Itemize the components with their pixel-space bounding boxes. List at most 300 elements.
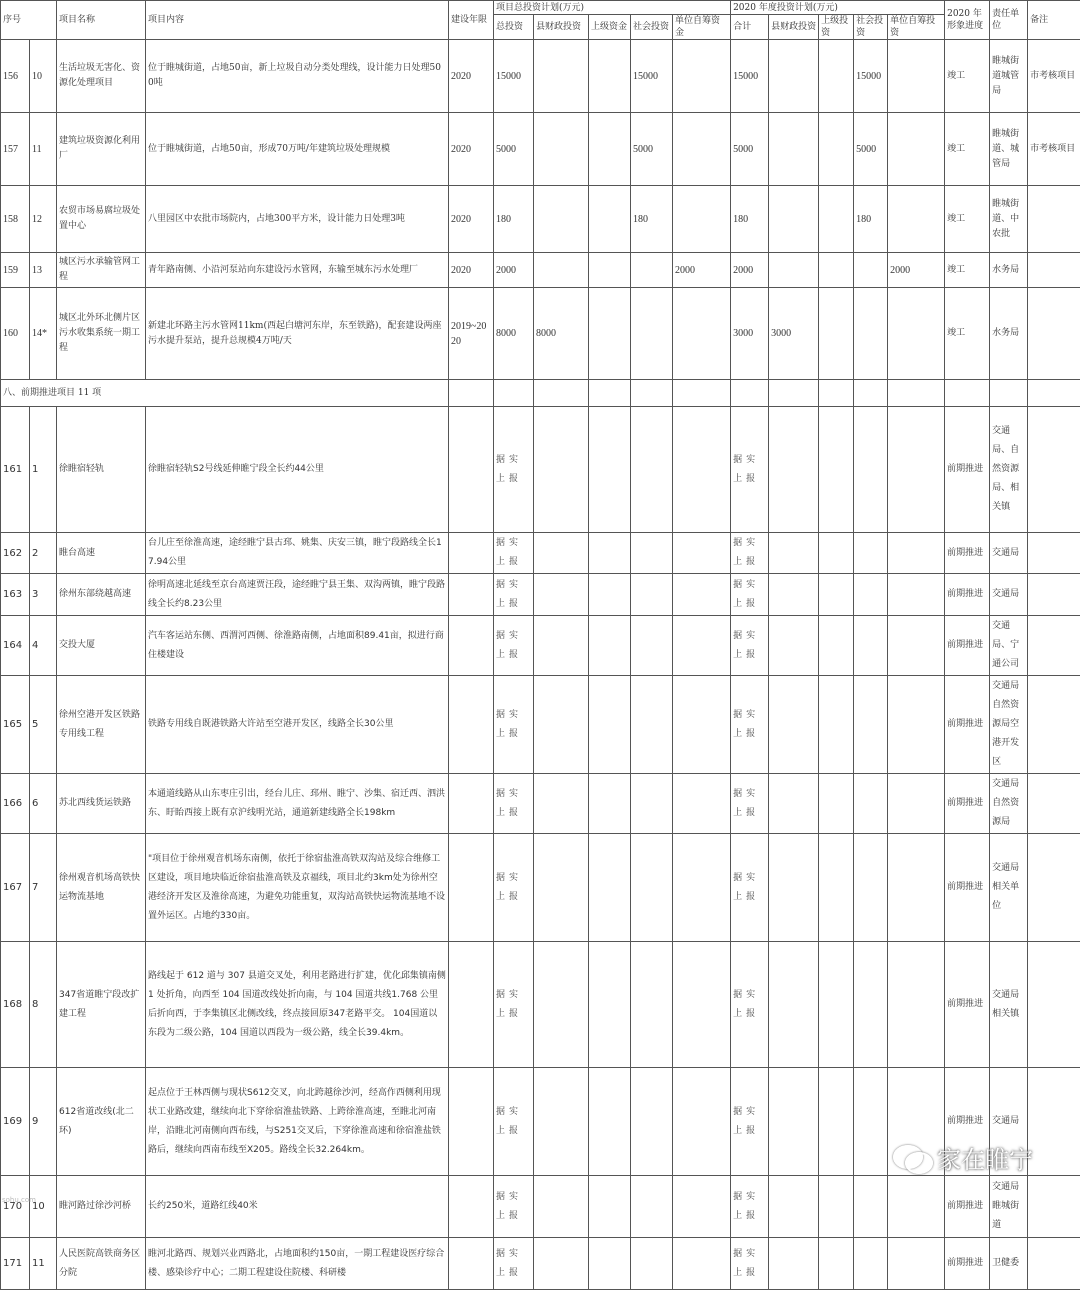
row-number: 171: [1, 1238, 30, 1290]
progress-status: 竣工: [945, 113, 990, 186]
year-total: 据实上报: [731, 942, 769, 1068]
year-total: 3000: [731, 288, 769, 380]
total-investment: 据实上报: [494, 1176, 534, 1238]
empty-cell: [589, 380, 631, 407]
empty-cell: [888, 1238, 945, 1290]
empty-cell: [673, 616, 731, 676]
project-content: 徐睢宿轻轨S2号线延伸睢宁段全长约44公里: [146, 407, 449, 533]
empty-cell: [769, 774, 819, 834]
total-investment: 180: [494, 186, 534, 253]
project-name: 睢台高速: [57, 533, 146, 574]
project-name: 徐州东部绕越高速: [57, 574, 146, 616]
empty-cell: [673, 834, 731, 942]
responsible-unit: 交通局自然资源局: [990, 774, 1028, 834]
empty-cell: [819, 616, 854, 676]
empty-cell: [631, 574, 673, 616]
sub-number: 13: [30, 253, 57, 288]
header-year-social: 社会投资: [854, 15, 888, 40]
project-name: 城区污水承输管网工程: [57, 253, 146, 288]
remark: [1028, 676, 1080, 774]
row-number: 157: [1, 113, 30, 186]
year-upper: [819, 186, 854, 253]
progress-status: 前期推进: [945, 1176, 990, 1238]
empty-cell: [534, 1068, 589, 1176]
remark: 市考核项目: [1028, 113, 1080, 186]
table-row: [1, 616, 1080, 676]
empty-cell: [631, 774, 673, 834]
remark: [1028, 616, 1080, 676]
empty-cell: [534, 380, 589, 407]
year-county: [769, 253, 819, 288]
empty-cell: [589, 574, 631, 616]
progress-status: 前期推进: [945, 1068, 990, 1176]
county-investment: [534, 186, 589, 253]
responsible-unit: 交通局: [990, 1068, 1028, 1176]
project-name: 徐睢宿轻轨: [57, 407, 146, 533]
sub-number: 9: [30, 1068, 57, 1176]
year-total: 2000: [731, 253, 769, 288]
year-social: 15000: [854, 40, 888, 113]
empty-cell: [769, 407, 819, 533]
table-row: [1, 113, 1080, 186]
year-self: [888, 113, 945, 186]
total-investment: 据实上报: [494, 616, 534, 676]
empty-cell: [819, 1238, 854, 1290]
empty-cell: [854, 533, 888, 574]
remark: 市考核项目: [1028, 40, 1080, 113]
header-row-1: [1, 1, 1080, 15]
project-name: 徐州空港开发区铁路专用线工程: [57, 676, 146, 774]
total-investment: 据实上报: [494, 834, 534, 942]
responsible-unit: 睢城街道、中农批: [990, 186, 1028, 253]
empty-cell: [589, 533, 631, 574]
total-investment: 据实上报: [494, 676, 534, 774]
total-investment: 据实上报: [494, 574, 534, 616]
empty-cell: [631, 676, 673, 774]
project-content: 徐明高速北延线至京台高速贾汪段，途经睢宁县王集、双沟两镇，睢宁段路线全长约8.23公里: [146, 574, 449, 616]
remark: [1028, 574, 1080, 616]
county-investment: [534, 113, 589, 186]
row-number: 161: [1, 407, 30, 533]
build-period: [449, 1068, 494, 1176]
build-period: 2020: [449, 186, 494, 253]
empty-cell: [631, 942, 673, 1068]
sub-number: 1: [30, 407, 57, 533]
year-social: 180: [854, 186, 888, 253]
empty-cell: [990, 380, 1028, 407]
table-row: [1, 186, 1080, 253]
row-number: 163: [1, 574, 30, 616]
empty-cell: [819, 942, 854, 1068]
sub-number: 12: [30, 186, 57, 253]
build-period: [449, 533, 494, 574]
project-content: 位于睢城街道，占地50亩，新上垃圾自动分类处理线，设计能力日处理500吨: [146, 40, 449, 113]
year-self: [888, 186, 945, 253]
header-total: 总投资: [494, 15, 534, 40]
remark: [1028, 834, 1080, 942]
empty-cell: [945, 380, 990, 407]
table-row: [1, 774, 1080, 834]
responsible-unit: 交通局、宁通公司: [990, 616, 1028, 676]
sub-number: 5: [30, 676, 57, 774]
header-year-plan: 2020 年度投资计划(万元): [731, 1, 945, 15]
empty-cell: [673, 676, 731, 774]
empty-cell: [631, 616, 673, 676]
empty-cell: [769, 834, 819, 942]
year-county: [769, 113, 819, 186]
progress-status: 前期推进: [945, 533, 990, 574]
row-number: 158: [1, 186, 30, 253]
build-period: [449, 616, 494, 676]
table-row: [1, 407, 1080, 533]
empty-cell: [854, 676, 888, 774]
responsible-unit: 交通局: [990, 574, 1028, 616]
responsible-unit: 交通局、自然资源局、相关镇: [990, 407, 1028, 533]
year-self: [888, 288, 945, 380]
project-content: 铁路专用线自既港铁路大许站至空港开发区，线路全长30公里: [146, 676, 449, 774]
social-investment: 180: [631, 186, 673, 253]
total-investment: 8000: [494, 288, 534, 380]
year-upper: [819, 40, 854, 113]
project-name: 农贸市场易腐垃圾处置中心: [57, 186, 146, 253]
empty-cell: [888, 774, 945, 834]
year-total: 15000: [731, 40, 769, 113]
build-period: [449, 676, 494, 774]
empty-cell: [888, 407, 945, 533]
progress-status: 前期推进: [945, 616, 990, 676]
empty-cell: [631, 407, 673, 533]
header-note: 备注: [1028, 1, 1080, 40]
total-investment: 据实上报: [494, 1238, 534, 1290]
empty-cell: [534, 533, 589, 574]
build-period: [449, 834, 494, 942]
upper-funds: [589, 288, 631, 380]
social-investment: [631, 253, 673, 288]
header-seq: 序号: [1, 1, 57, 40]
progress-status: 前期推进: [945, 774, 990, 834]
header-year-county: 县财政投资: [769, 15, 819, 40]
empty-cell: [589, 676, 631, 774]
total-investment: 据实上报: [494, 774, 534, 834]
year-upper: [819, 113, 854, 186]
total-investment: 据实上报: [494, 942, 534, 1068]
build-period: [449, 1238, 494, 1290]
project-content: 路线起于 612 道与 307 县道交叉处，利用老路进行扩建，优化邱集镇南侧 1 处折角，向西至 104 国道改线处折向南，与 104 国道共线1.768 公里后折向西，于李集镇区北侧改线，终点接回原347老路平交。 104国道以东段为二级公路，104 国道以西段为一级公路，线全长39.4km。: [146, 942, 449, 1068]
progress-status: 竣工: [945, 288, 990, 380]
empty-cell: [819, 407, 854, 533]
empty-cell: [534, 774, 589, 834]
table-row: [1, 942, 1080, 1068]
row-number: 167: [1, 834, 30, 942]
project-name: 徐州观音机场高铁快运物流基地: [57, 834, 146, 942]
empty-cell: [631, 533, 673, 574]
year-total: 据实上报: [731, 1238, 769, 1290]
empty-cell: [631, 834, 673, 942]
header-progress: 2020 年 形象进度: [945, 1, 990, 40]
remark: [1028, 253, 1080, 288]
project-content: 台儿庄至徐淮高速，途经睢宁县古邳、姚集、庆安三镇，睢宁段路线全长17.94公里: [146, 533, 449, 574]
year-total: 据实上报: [731, 616, 769, 676]
empty-cell: [854, 380, 888, 407]
empty-cell: [769, 533, 819, 574]
year-social: [854, 288, 888, 380]
self-raised: [673, 288, 731, 380]
row-number: 162: [1, 533, 30, 574]
empty-cell: [888, 676, 945, 774]
sub-number: 2: [30, 533, 57, 574]
header-total-plan: 项目总投资计划(万元): [494, 1, 731, 15]
build-period: [449, 774, 494, 834]
empty-cell: [854, 774, 888, 834]
project-content: 长约250米，道路红线40米: [146, 1176, 449, 1238]
empty-cell: [589, 834, 631, 942]
empty-cell: [819, 834, 854, 942]
empty-cell: [494, 380, 534, 407]
self-raised: [673, 40, 731, 113]
empty-cell: [819, 1068, 854, 1176]
empty-cell: [534, 1238, 589, 1290]
empty-cell: [888, 533, 945, 574]
empty-cell: [589, 942, 631, 1068]
remark: [1028, 774, 1080, 834]
sub-number: 4: [30, 616, 57, 676]
self-raised: [673, 113, 731, 186]
project-name: 生活垃圾无害化、资源化处理项目: [57, 40, 146, 113]
year-total: 据实上报: [731, 533, 769, 574]
empty-cell: [854, 1238, 888, 1290]
empty-cell: [589, 774, 631, 834]
upper-funds: [589, 253, 631, 288]
county-investment: [534, 253, 589, 288]
project-content: 汽车客运站东侧、西渭河西侧、徐淮路南侧，占地面积89.41亩，拟进行商住楼建设: [146, 616, 449, 676]
project-name: 睢河路过徐沙河桥: [57, 1176, 146, 1238]
total-investment: 15000: [494, 40, 534, 113]
empty-cell: [888, 616, 945, 676]
year-total: 据实上报: [731, 407, 769, 533]
upper-funds: [589, 186, 631, 253]
sub-number: 11: [30, 1238, 57, 1290]
empty-cell: [888, 834, 945, 942]
empty-cell: [819, 774, 854, 834]
table-row: [1, 253, 1080, 288]
empty-cell: [589, 407, 631, 533]
row-number: 156: [1, 40, 30, 113]
section-header-row: [1, 380, 1080, 407]
responsible-unit: 水务局: [990, 253, 1028, 288]
empty-cell: [673, 942, 731, 1068]
empty-cell: [534, 616, 589, 676]
social-investment: [631, 288, 673, 380]
empty-cell: [854, 574, 888, 616]
empty-cell: [673, 1068, 731, 1176]
responsible-unit: 交通局自然资源局空港开发区: [990, 676, 1028, 774]
project-content: 本通道线路从山东枣庄引出，经台儿庄、邳州、睢宁、沙集、宿迁西、泗洪东、盱眙西接上既有京沪线明光站，通道新建线路全长198km: [146, 774, 449, 834]
empty-cell: [673, 380, 731, 407]
responsible-unit: 睢城街道城管局: [990, 40, 1028, 113]
sub-number: 6: [30, 774, 57, 834]
progress-status: 竣工: [945, 186, 990, 253]
county-investment: 8000: [534, 288, 589, 380]
table-row: [1, 40, 1080, 113]
row-number: 164: [1, 616, 30, 676]
social-investment: 5000: [631, 113, 673, 186]
watermark-text: 家在睢宁: [937, 1140, 1033, 1175]
empty-cell: [589, 1068, 631, 1176]
sub-number: 14*: [30, 288, 57, 380]
county-investment: [534, 40, 589, 113]
project-name: 建筑垃圾资源化利用厂: [57, 113, 146, 186]
year-total: 5000: [731, 113, 769, 186]
sub-number: 3: [30, 574, 57, 616]
empty-cell: [819, 533, 854, 574]
row-number: 160: [1, 288, 30, 380]
empty-cell: [534, 676, 589, 774]
header-content: 项目内容: [146, 1, 449, 40]
project-name: 347省道睢宁段改扩建工程: [57, 942, 146, 1068]
year-total: 据实上报: [731, 834, 769, 942]
header-period: 建设年限: [449, 1, 494, 40]
sub-number: 10: [30, 40, 57, 113]
total-investment: 5000: [494, 113, 534, 186]
year-total: 据实上报: [731, 1176, 769, 1238]
progress-status: 竣工: [945, 40, 990, 113]
progress-status: 前期推进: [945, 676, 990, 774]
empty-cell: [589, 616, 631, 676]
table-row: [1, 533, 1080, 574]
header-name: 项目名称: [57, 1, 146, 40]
year-social: [854, 253, 888, 288]
empty-cell: [769, 1238, 819, 1290]
empty-cell: [769, 1068, 819, 1176]
header-social: 社会投资: [631, 15, 673, 40]
empty-cell: [673, 1238, 731, 1290]
year-total: 据实上报: [731, 574, 769, 616]
progress-status: 前期推进: [945, 1238, 990, 1290]
empty-cell: [888, 380, 945, 407]
project-content: 睢河北路西、规划兴业西路北，占地面积约150亩，一期工程建设医疗综合楼、感染诊疗中心；二期工程建设住院楼、科研楼: [146, 1238, 449, 1290]
responsible-unit: 睢城街道、城管局: [990, 113, 1028, 186]
total-investment: 据实上报: [494, 407, 534, 533]
year-total: 据实上报: [731, 774, 769, 834]
year-total: 据实上报: [731, 1068, 769, 1176]
header-upper: 上级资金: [589, 15, 631, 40]
build-period: 2020: [449, 113, 494, 186]
responsible-unit: 交通局: [990, 533, 1028, 574]
sub-number: 8: [30, 942, 57, 1068]
row-number: 169: [1, 1068, 30, 1176]
row-number: 165: [1, 676, 30, 774]
responsible-unit: 交通局相关镇: [990, 942, 1028, 1068]
empty-cell: [769, 380, 819, 407]
upper-funds: [589, 113, 631, 186]
empty-cell: [819, 574, 854, 616]
header-unit: 责任单位: [990, 1, 1028, 40]
row-number: 159: [1, 253, 30, 288]
responsible-unit: 交通局相关单位: [990, 834, 1028, 942]
project-name: 人民医院高铁商务区分院: [57, 1238, 146, 1290]
remark: [1028, 1238, 1080, 1290]
build-period: 2020: [449, 40, 494, 113]
year-self: 2000: [888, 253, 945, 288]
remark: [1028, 288, 1080, 380]
empty-cell: [854, 834, 888, 942]
year-county: 3000: [769, 288, 819, 380]
header-year-upper: 上级投资: [819, 15, 854, 40]
empty-cell: [673, 533, 731, 574]
progress-status: 前期推进: [945, 942, 990, 1068]
empty-cell: [534, 574, 589, 616]
sub-number: 7: [30, 834, 57, 942]
year-total: 据实上报: [731, 676, 769, 774]
year-self: [888, 40, 945, 113]
empty-cell: [888, 574, 945, 616]
upper-funds: [589, 40, 631, 113]
sub-number: 10: [30, 1176, 57, 1238]
header-county: 县财政投资: [534, 15, 589, 40]
section-title: 八、前期推进项目 11 项: [1, 380, 449, 407]
empty-cell: [631, 380, 673, 407]
project-name: 612省道改线(北二环): [57, 1068, 146, 1176]
remark: [1028, 942, 1080, 1068]
self-raised: [673, 186, 731, 253]
empty-cell: [769, 574, 819, 616]
empty-cell: [631, 1068, 673, 1176]
year-upper: [819, 253, 854, 288]
empty-cell: [769, 676, 819, 774]
project-name: 交投大厦: [57, 616, 146, 676]
table-row: [1, 574, 1080, 616]
table-row: [1, 288, 1080, 380]
responsible-unit: 交通局睢城街道: [990, 1176, 1028, 1238]
responsible-unit: 水务局: [990, 288, 1028, 380]
row-number: 166: [1, 774, 30, 834]
table-row: [1, 1238, 1080, 1290]
responsible-unit: 卫健委: [990, 1238, 1028, 1290]
year-upper: [819, 288, 854, 380]
empty-cell: [534, 942, 589, 1068]
progress-status: 前期推进: [945, 834, 990, 942]
progress-status: 竣工: [945, 253, 990, 288]
progress-status: 前期推进: [945, 407, 990, 533]
empty-cell: [888, 942, 945, 1068]
empty-cell: [673, 574, 731, 616]
build-period: [449, 942, 494, 1068]
project-content: 青年路南侧、小沿河泵站向东建设污水管网，东输至城东污水处理厂: [146, 253, 449, 288]
wechat-icon: [893, 1145, 931, 1171]
remark: [1028, 407, 1080, 533]
project-name: 苏北西线货运铁路: [57, 774, 146, 834]
table-row: [1, 676, 1080, 774]
year-county: [769, 186, 819, 253]
project-content: "项目位于徐州观音机场东南侧，依托于徐宿盐淮高铁双沟站及综合维修工区建设，项目地块临近徐宿盐淮高铁及京福线，项目北约3km处为徐州空港经济开发区及淮徐高速，为避免功能重复，双沟站高铁快运物流基地不设置外运区。占地约330亩。: [146, 834, 449, 942]
empty-cell: [769, 616, 819, 676]
year-county: [769, 40, 819, 113]
empty-cell: [1028, 380, 1080, 407]
header-year-self: 单位自筹投资: [888, 15, 945, 40]
year-social: 5000: [854, 113, 888, 186]
empty-cell: [589, 1238, 631, 1290]
empty-cell: [534, 407, 589, 533]
project-content: 起点位于王林西侧与现状S612交叉，向北跨越徐沙河，经高作西侧利用现状工业路改建，继续向北下穿徐宿淮盐铁路、上跨徐淮高速，至睢北河南岸，沿睢北河南侧向西布线，与S251交叉后，下穿徐淮高速和徐宿淮盐铁路后，继续向西南布线至X205。路线全长32.264km。: [146, 1068, 449, 1176]
header-self: 单位自筹资金: [673, 15, 731, 40]
empty-cell: [673, 407, 731, 533]
empty-cell: [673, 774, 731, 834]
build-period: 2020: [449, 253, 494, 288]
empty-cell: [854, 407, 888, 533]
empty-cell: [534, 834, 589, 942]
empty-cell: [819, 380, 854, 407]
empty-cell: [819, 676, 854, 774]
